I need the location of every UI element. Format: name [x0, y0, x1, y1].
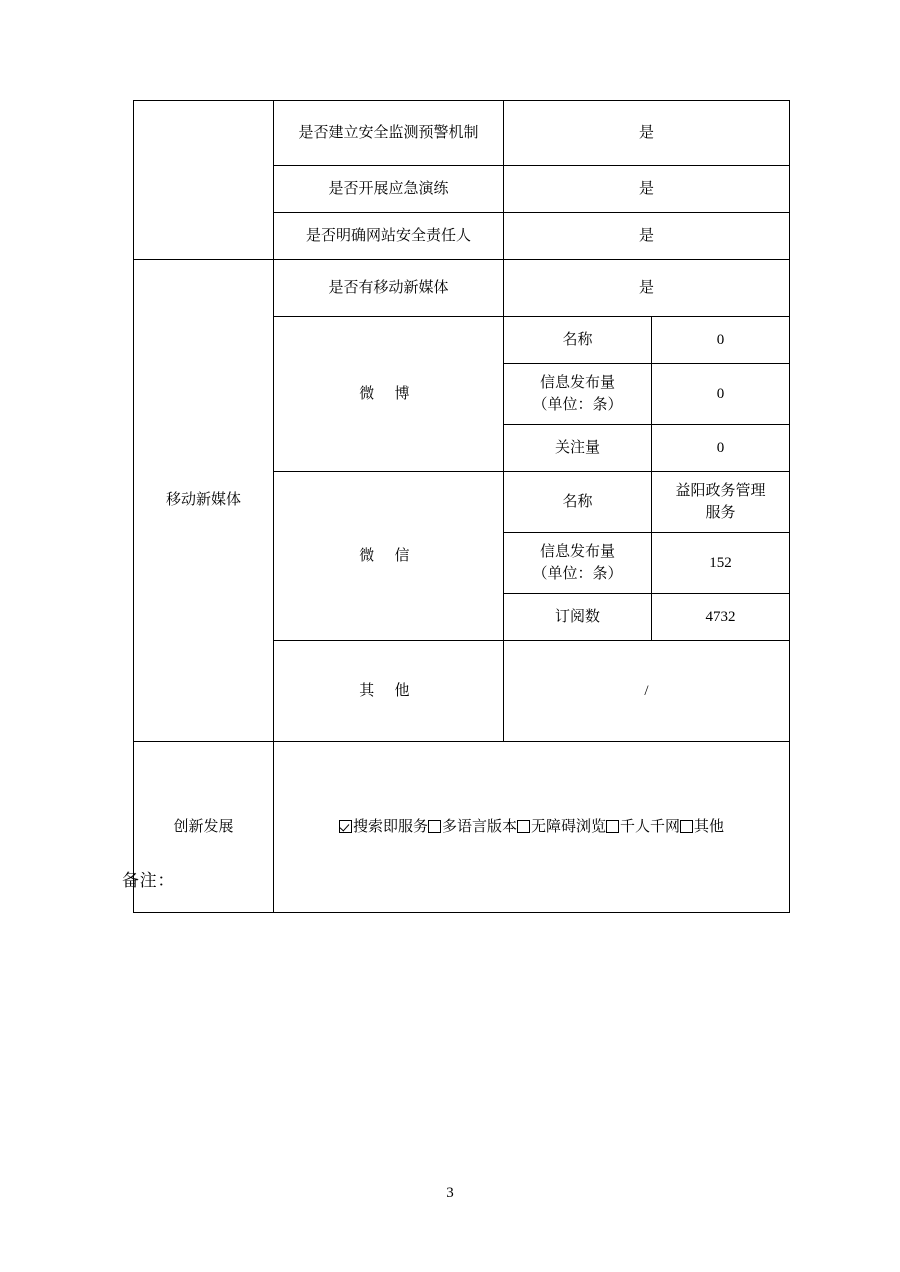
- weibo-publish-label-line1: 信息发布量: [539, 374, 615, 391]
- other-media-value: /: [504, 641, 790, 742]
- weixin-publish-value: 152: [652, 533, 790, 594]
- security-label-1: 是否建立安全监测预警机制: [274, 101, 504, 166]
- innovation-option-label-3: 无障碍浏览: [531, 819, 607, 835]
- security-value-3: 是: [504, 213, 790, 260]
- has-mobile-media-value: 是: [504, 260, 790, 317]
- weibo-publish-value: 0: [652, 364, 790, 425]
- page-number: 3: [446, 1185, 454, 1201]
- weibo-publish-label-line2: （单位：条）: [532, 397, 623, 413]
- weibo-label: 微 博: [274, 317, 504, 472]
- innovation-option-label-1: 搜索即服务: [352, 819, 428, 835]
- security-label-3: 是否明确网站安全责任人: [274, 213, 504, 260]
- has-mobile-media-label: 是否有移动新媒体: [274, 260, 504, 317]
- table-row: [134, 742, 790, 913]
- security-value-2: 是: [504, 166, 790, 213]
- weibo-followers-value: 0: [652, 425, 790, 472]
- innovation-options-cell: [274, 742, 790, 913]
- innovation-option-label-5: 其他: [694, 819, 725, 835]
- checkbox-multilanguage[interactable]: [428, 820, 441, 833]
- security-section-blank-cell: [134, 101, 274, 260]
- weixin-subscribers-label: 订阅数: [504, 594, 652, 641]
- mobile-media-section-label: 移动新媒体: [134, 260, 274, 742]
- table-row: [134, 260, 790, 317]
- remark-label: 备注：: [122, 871, 176, 890]
- innovation-label: 创新发展: [134, 742, 274, 913]
- checkbox-search-as-service[interactable]: [339, 820, 352, 833]
- weixin-publish-label-line2: （单位：条）: [532, 566, 623, 582]
- checkbox-personalized-web[interactable]: [606, 820, 619, 833]
- weixin-publish-label: [504, 533, 652, 594]
- innovation-option-label-4: 千人千网: [620, 819, 681, 835]
- weixin-name-label: 名称: [504, 472, 652, 533]
- security-value-1: 是: [504, 101, 790, 166]
- weixin-name-value-line1: 益阳政务管理: [675, 482, 766, 499]
- weixin-publish-label-line1: 信息发布量: [539, 543, 615, 560]
- weibo-publish-label: [504, 364, 652, 425]
- weibo-followers-label: 关注量: [504, 425, 652, 472]
- weixin-subscribers-value: 4732: [652, 594, 790, 641]
- security-label-2: 是否开展应急演练: [274, 166, 504, 213]
- weibo-name-label: 名称: [504, 317, 652, 364]
- weixin-label: 微 信: [274, 472, 504, 641]
- report-table: [133, 100, 790, 913]
- innovation-option-label-2: 多语言版本: [441, 819, 517, 835]
- innovation-options-line: [278, 815, 785, 839]
- weibo-name-value: 0: [652, 317, 790, 364]
- other-media-label: 其 他: [274, 641, 504, 742]
- weixin-name-value-line2: 服务: [705, 505, 736, 521]
- weixin-name-value: [652, 472, 790, 533]
- checkbox-other[interactable]: [680, 820, 693, 833]
- checkbox-accessibility[interactable]: [517, 820, 530, 833]
- table-row: [134, 101, 790, 166]
